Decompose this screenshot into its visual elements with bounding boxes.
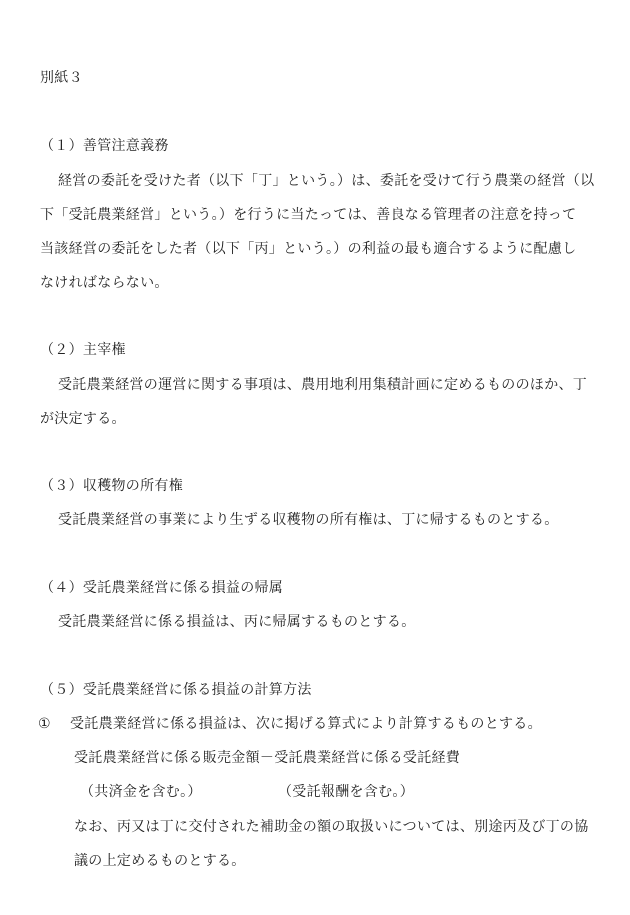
attachment-label: 別紙３ — [40, 70, 83, 86]
section-4-heading: （４）受託農業経営に係る損益の帰属 — [40, 580, 284, 596]
item-number-1: ① — [38, 716, 51, 732]
note-line-1: なお、丙又は丁に交付された補助金の額の取扱いについては、別途丙及び丁の協 — [74, 819, 589, 835]
section-1-line-2: 下「受託農業経営」という。）を行うに当たっては、善良なる管理者の注意を持って — [40, 207, 577, 223]
note-line-2: 議の上定めるものとする。 — [74, 853, 246, 869]
formula-note-right: （受託報酬を含む。） — [278, 784, 414, 800]
section-1-heading: （１）善管注意義務 — [40, 138, 169, 154]
section-5-heading: （５）受託農業経営に係る損益の計算方法 — [40, 682, 312, 698]
section-4-line-1: 受託農業経営に係る損益は、丙に帰属するものとする。 — [58, 614, 416, 630]
section-2-heading: （２）主宰権 — [40, 342, 126, 358]
section-2-line-2: が決定する。 — [40, 411, 126, 427]
section-2-line-1: 受託農業経営の運営に関する事項は、農用地利用集積計画に定めるもののほか、丁 — [58, 377, 588, 393]
formula-main: 受託農業経営に係る販売金額－受託農業経営に係る受託経費 — [74, 750, 461, 766]
section-3-heading: （３）収穫物の所有権 — [40, 478, 183, 494]
section-1-line-1: 経営の委託を受けた者（以下「丁」という。）は、委託を受けて行う農業の経営（以 — [58, 173, 595, 189]
formula-note-left: （共済金を含む。） — [80, 784, 202, 800]
section-3-line-1: 受託農業経営の事業により生ずる収穫物の所有権は、丁に帰するものとする。 — [58, 512, 559, 528]
section-1-line-4: なければならない。 — [40, 275, 169, 291]
item-1-text: 受託農業経営に係る損益は、次に掲げる算式により計算するものとする。 — [70, 716, 542, 732]
section-1-line-3: 当該経営の委託をした者（以下「丙」という。）の利益の最も適合するように配慮し — [40, 241, 577, 257]
